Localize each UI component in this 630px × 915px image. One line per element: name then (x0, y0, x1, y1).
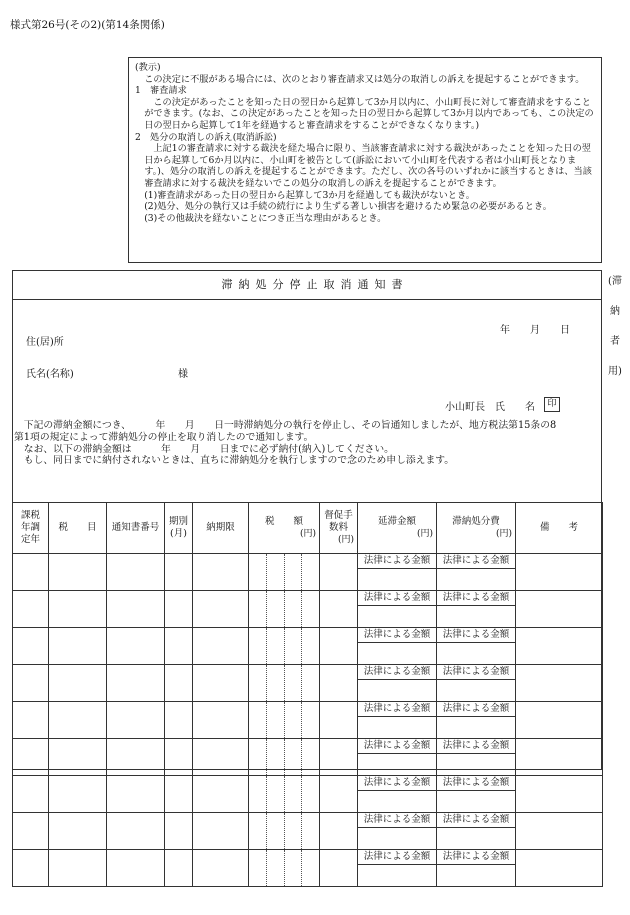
cell-zeigaku (249, 591, 320, 628)
cell-tokusoku (320, 739, 358, 776)
honorific-label: 様 (178, 369, 188, 380)
cell-biko (516, 628, 603, 665)
appeal-notice-box (128, 57, 602, 263)
cell-nouki (193, 776, 249, 813)
title-divider (12, 299, 602, 300)
date-line: 年 月 日 (500, 325, 570, 336)
header-zeigaku: 税 額 (円) (249, 503, 320, 554)
cell-kibetsu (165, 739, 193, 776)
cell-kibetsu (165, 628, 193, 665)
cell-kazei (13, 739, 49, 776)
body-line-4: もし、同日までに納付されないときは、直ちに滞納処分を執行しますので念のため申し添えます。 (14, 455, 455, 467)
cell-zeimoku (49, 850, 107, 887)
cell-zeimoku (49, 628, 107, 665)
cell-tsuchi (107, 702, 165, 739)
cell-zeigaku (249, 776, 320, 813)
header-biko: 備 考 (516, 503, 603, 554)
table-row (13, 665, 603, 702)
statutory-amount-label: 法律による金額 (358, 776, 436, 791)
statutory-amount-label: 法律による金額 (437, 591, 515, 606)
side-label-3: 者 (610, 336, 620, 347)
body-line-2: 第1項の規定によって滞納処分の停止を取り消したので通知します。 (14, 431, 314, 443)
cell-zeimoku (49, 591, 107, 628)
statutory-amount-label: 法律による金額 (358, 739, 436, 754)
cell-tsuchi (107, 850, 165, 887)
header-tsuchi: 通知書番号 (107, 503, 165, 554)
cell-zeigaku (249, 739, 320, 776)
cell-zeigaku (249, 628, 320, 665)
cell-biko (516, 850, 603, 887)
cell-nouki (193, 554, 249, 591)
cell-kazei (13, 776, 49, 813)
cell-zeimoku (49, 702, 107, 739)
cell-zeigaku (249, 850, 320, 887)
statutory-amount-label: 法律による金額 (437, 813, 515, 828)
cell-zeimoku (49, 776, 107, 813)
cell-tokusoku (320, 776, 358, 813)
cell-kazei (13, 628, 49, 665)
table-row (13, 776, 603, 813)
cell-zeigaku (249, 813, 320, 850)
seal-box: 印 (544, 397, 560, 412)
side-label-2: 納 (610, 306, 620, 317)
header-kazei: 課税年調定年 (13, 503, 49, 554)
body-line-3: なお、以下の滞納金額は 年 月 日までに必ず納付(納入)してください。 (14, 443, 394, 455)
cell-tsuchi (107, 591, 165, 628)
statutory-amount-label: 法律による金額 (358, 702, 436, 717)
cell-entai (358, 776, 437, 813)
statutory-amount-label: 法律による金額 (437, 702, 515, 717)
cell-tokusoku (320, 813, 358, 850)
cell-entai (358, 739, 437, 776)
statutory-amount-label: 法律による金額 (437, 739, 515, 754)
cell-zeigaku (249, 702, 320, 739)
cell-nouki (193, 813, 249, 850)
cell-kazei (13, 813, 49, 850)
cell-biko (516, 739, 603, 776)
appeal-item1-title: 1 審査請求 (135, 85, 187, 97)
table-row (13, 702, 603, 739)
statutory-amount-label: 法律による金額 (358, 628, 436, 643)
header-entai: 延滞金額 (円) (358, 503, 437, 554)
cell-entai (358, 850, 437, 887)
cell-kazei (13, 591, 49, 628)
cell-shobun (437, 850, 516, 887)
side-label-4: 用) (608, 366, 622, 377)
cell-nouki (193, 850, 249, 887)
side-label-1: (滞 (608, 276, 622, 287)
statutory-amount-label: 法律による金額 (437, 776, 515, 791)
statutory-amount-label: 法律による金額 (358, 554, 436, 569)
cell-shobun (437, 665, 516, 702)
cell-biko (516, 554, 603, 591)
cell-shobun (437, 776, 516, 813)
cell-kibetsu (165, 554, 193, 591)
cell-nouki (193, 702, 249, 739)
table-row (13, 813, 603, 850)
table-row (13, 628, 603, 665)
cell-tokusoku (320, 591, 358, 628)
statutory-amount-label: 法律による金額 (437, 665, 515, 680)
appeal-heading: (教示) (135, 62, 161, 73)
statutory-amount-label: 法律による金額 (358, 591, 436, 606)
header-tokusoku: 督促手数料 (円) (320, 503, 358, 554)
cell-zeigaku (249, 554, 320, 591)
cell-shobun (437, 813, 516, 850)
name-label: 氏名(名称) (26, 369, 74, 380)
cell-shobun (437, 702, 516, 739)
document-title: 滞納処分停止取消通知書 (221, 278, 409, 291)
cell-tokusoku (320, 702, 358, 739)
cell-tokusoku (320, 554, 358, 591)
statutory-amount-label: 法律による金額 (437, 628, 515, 643)
header-kibetsu: 期別(月) (165, 503, 193, 554)
cell-entai (358, 554, 437, 591)
cell-kibetsu (165, 665, 193, 702)
cell-nouki (193, 591, 249, 628)
cell-entai (358, 628, 437, 665)
statutory-amount-label: 法律による金額 (358, 813, 436, 828)
mayor-signature-line: 小山町長 氏 名 (445, 402, 535, 413)
cell-kibetsu (165, 591, 193, 628)
table-row (13, 591, 603, 628)
cell-biko (516, 702, 603, 739)
cell-shobun (437, 739, 516, 776)
appeal-sub2: (2)処分、処分の執行又は手続の続行により生ずる著しい損害を避けるため緊急の必要があるとき。 (144, 201, 552, 213)
cell-biko (516, 813, 603, 850)
cell-zeigaku (249, 665, 320, 702)
cell-zeimoku (49, 739, 107, 776)
cell-tokusoku (320, 850, 358, 887)
appeal-sub1: (1)審査請求があった日の翌日から起算して3か月を経過しても裁決がないとき。 (144, 189, 475, 201)
statutory-amount-label: 法律による金額 (358, 850, 436, 865)
header-nouki: 納期限 (193, 503, 249, 554)
appeal-intro: この決定に不服がある場合には、次のとおり審査請求又は処分の取消しの訴えを提起することができます。 (144, 73, 585, 85)
cell-kazei (13, 850, 49, 887)
cell-nouki (193, 665, 249, 702)
cell-kibetsu (165, 702, 193, 739)
cell-zeimoku (49, 813, 107, 850)
statutory-amount-label: 法律による金額 (437, 554, 515, 569)
header-shobun: 滞納処分費 (円) (437, 503, 516, 554)
cell-shobun (437, 628, 516, 665)
cell-zeimoku (49, 554, 107, 591)
address-label: 住(居)所 (26, 337, 64, 348)
cell-kibetsu (165, 813, 193, 850)
appeal-sub3: (3)その他裁決を経ないことにつき正当な理由があるとき。 (144, 212, 387, 224)
cell-tsuchi (107, 554, 165, 591)
cell-nouki (193, 628, 249, 665)
appeal-item1-body: この決定があったことを知った日の翌日から起算して3か月以内に、小山町長に対して審査請求をすることができます。(なお、この決定があったことを知った日の翌日から起算して3か月以内であっても、この決定の日の翌日から起算して1年を経過すると審査請求をすることができなくなります。) (144, 96, 594, 131)
cell-biko (516, 665, 603, 702)
appeal-item2-body: 上記1の審査請求に対する裁決を経た場合に限り、当該審査請求に対する裁決があったことを知った日の翌日から起算して6か月以内に、小山町を被告として(訴訟において小山町を代表する者は小山町長となります。)、処分の取消しの訴えを提起することができます。ただし、次の各号のいずれかに該当するときは、当該審査請求に対する裁決を経ないでこの処分の取消しの訴えを提起することができます。 (144, 143, 592, 189)
cell-entai (358, 813, 437, 850)
cell-entai (358, 591, 437, 628)
table-row (13, 739, 603, 776)
tax-table (12, 502, 603, 887)
cell-zeimoku (49, 665, 107, 702)
cell-entai (358, 702, 437, 739)
cell-kibetsu (165, 850, 193, 887)
cell-entai (358, 665, 437, 702)
cell-biko (516, 591, 603, 628)
cell-kazei (13, 554, 49, 591)
cell-nouki (193, 739, 249, 776)
cell-tokusoku (320, 665, 358, 702)
cell-kazei (13, 665, 49, 702)
cell-kibetsu (165, 776, 193, 813)
cell-tsuchi (107, 739, 165, 776)
body-line-1: 下記の滞納金額につき、 年 月 日一時滞納処分の執行を停止し、その旨通知しましたが、地方税法第15条の8 (14, 420, 557, 431)
cell-tsuchi (107, 628, 165, 665)
table-row (13, 850, 603, 887)
cell-shobun (437, 554, 516, 591)
cell-tokusoku (320, 628, 358, 665)
statutory-amount-label: 法律による金額 (437, 850, 515, 865)
statutory-amount-label: 法律による金額 (358, 665, 436, 680)
appeal-item2-title: 2 処分の取消しの訴え(取消訴訟) (135, 131, 277, 143)
cell-tsuchi (107, 665, 165, 702)
table-row (13, 554, 603, 591)
notice-body (14, 420, 600, 467)
cell-shobun (437, 591, 516, 628)
cell-tsuchi (107, 776, 165, 813)
header-zeimoku: 税 目 (49, 503, 107, 554)
form-number: 様式第26号(その2)(第14条関係) (10, 19, 165, 31)
cell-biko (516, 776, 603, 813)
cell-tsuchi (107, 813, 165, 850)
cell-kazei (13, 702, 49, 739)
